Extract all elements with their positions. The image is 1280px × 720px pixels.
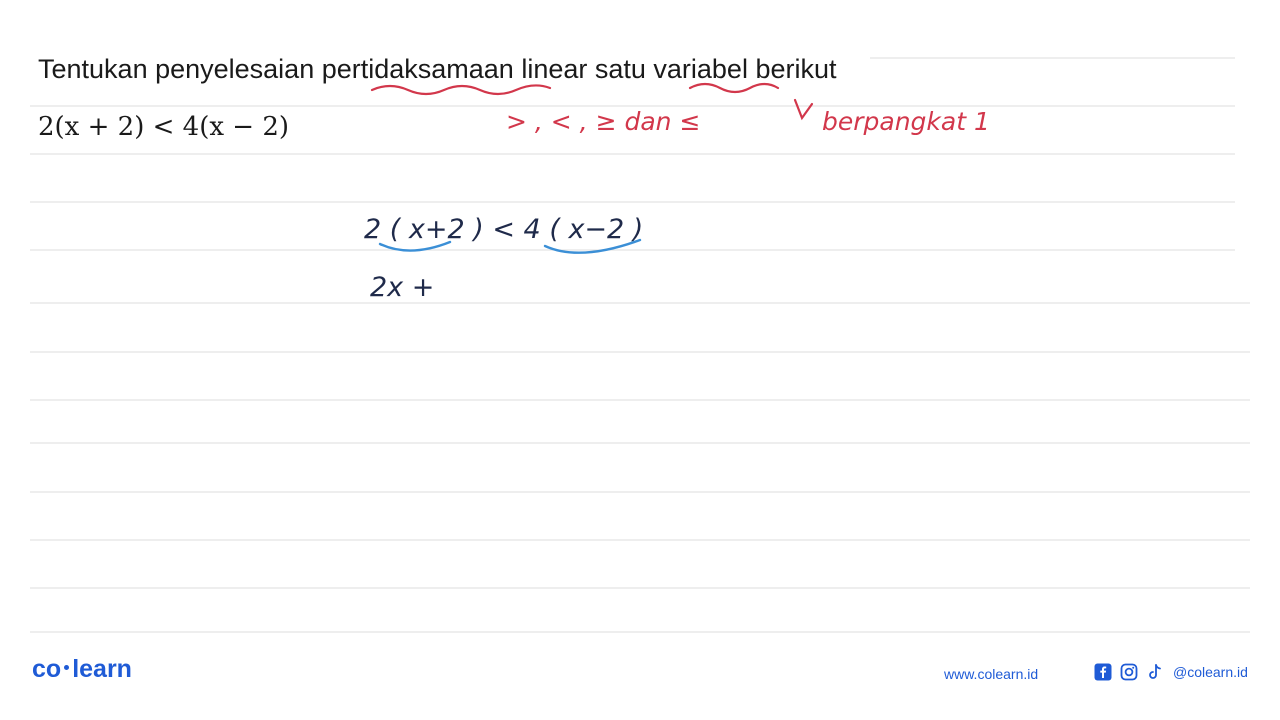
website-link[interactable]: www.colearn.id [944,666,1039,682]
instagram-icon[interactable] [1119,662,1139,682]
logo-part-learn: learn [72,655,132,683]
facebook-icon[interactable] [1093,662,1113,682]
social-links [1093,662,1248,682]
question-text: Tentukan penyelesaian pertidaksamaan linear satu variabel berikut [38,54,837,84]
social-handle[interactable]: @colearn.id [1173,664,1248,680]
note-power: berpangkat 1 [822,107,990,136]
tiktok-icon[interactable] [1145,662,1165,682]
note-inequality-symbols: > , < , ≥ dan ≤ [506,107,701,136]
work-step-2: 2x + [370,272,435,303]
question-equation: 2(x + 2) < 4(x − 2) [38,112,290,142]
logo-part-co: co [32,655,62,683]
logo-dot [64,665,69,670]
colearn-logo [32,655,132,684]
work-step-1: 2 ( x+2 ) < 4 ( x−2 ) [364,214,644,245]
